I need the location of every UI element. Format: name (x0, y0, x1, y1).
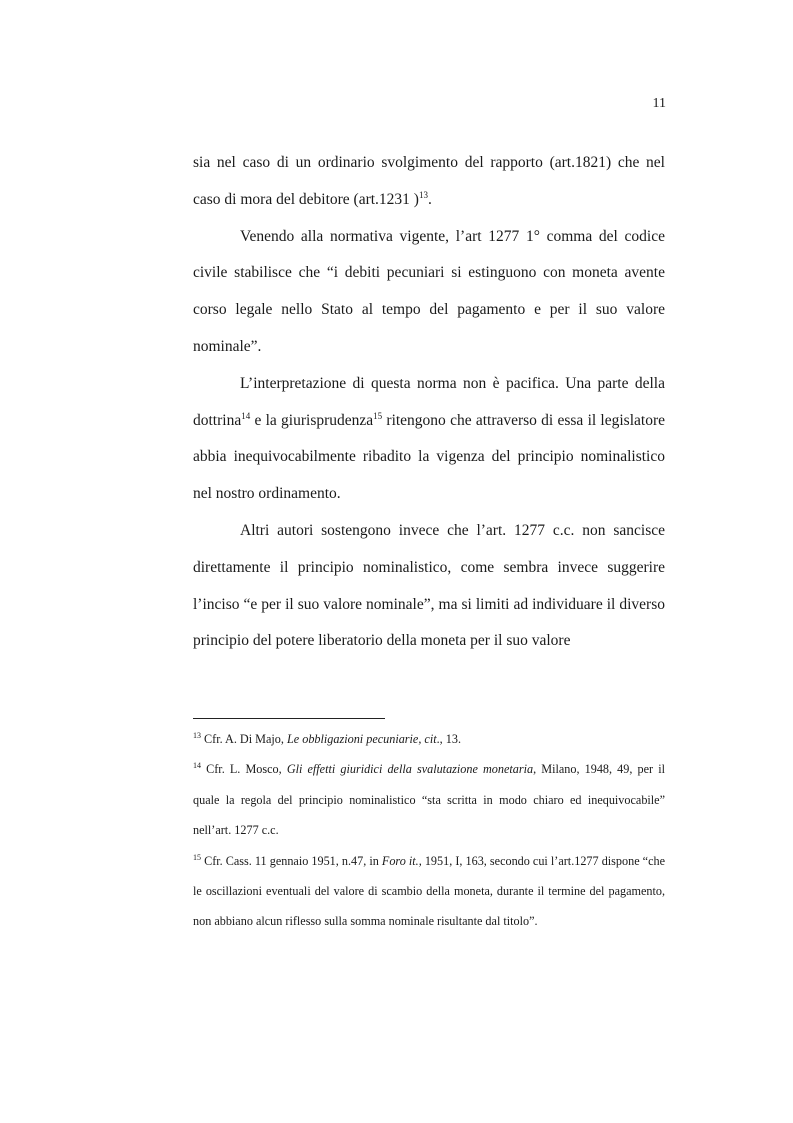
text-run: L’interpretazione di questa norma non è pacifica. Una parte della dottrina (193, 374, 665, 429)
text-run: ., 13. (436, 732, 461, 746)
text-run: . (427, 190, 432, 208)
text-run: Altri autori sostengono invece che l’art. 1277 c.c. non sancisce direttamente il principio nominalistico, come sembra invece suggerire l’inciso “e per il suo valore nominale”, ma si limiti ad individuare il diverso principio del potere liberatorio della moneta per il suo valore (193, 521, 665, 650)
footnote-number: 13 (193, 731, 201, 740)
text-run: Cfr. L. Mosco, (201, 762, 287, 777)
main-text (193, 145, 665, 660)
body-paragraph (193, 366, 665, 513)
text-run: Venendo alla normativa vigente, l’art 1277 1° comma del codice civile stabilisce che “i debiti pecuniari si estinguono con moneta avente corso legale nello Stato al tempo del pagamento e per il suo valore nominale”. (193, 227, 665, 355)
text-run: ritengono che attraverso di essa il legislatore abbia inequivocabilmente ribadito la vigenza del principio nominalistico nel nostro ordinamento. (193, 411, 665, 503)
page-number: 11 (652, 96, 666, 111)
footnote-number: 14 (193, 761, 201, 771)
footnote (193, 724, 665, 754)
body-paragraph (193, 145, 665, 219)
italic-text: Foro it., (381, 853, 422, 868)
footnote-separator (193, 718, 385, 719)
body-paragraph (193, 513, 665, 660)
footnotes (193, 724, 665, 937)
footnote-number: 15 (193, 852, 201, 862)
footnote (193, 754, 665, 845)
italic-text: Le obbligazioni pecuniarie, cit (287, 732, 437, 746)
footnote-reference: 13 (418, 189, 428, 200)
text-run: Cfr. Cass. 11 gennaio 1951, n.47, in (201, 853, 382, 868)
footnote-reference: 15 (373, 410, 383, 421)
text-run: , Milano, 1948, 49, per il quale la regola del principio nominalistico “sta scritta in modo chiaro ed inequivocabile” nell’art. 1277 c.c. (193, 762, 665, 838)
text-run: sia nel caso di un ordinario svolgimento del rapporto (art.1821) che nel caso di mora del debitore (art.1231 ) (193, 154, 665, 208)
footnote-reference: 14 (241, 410, 251, 421)
italic-text: Gli effetti giuridici della svalutazione monetaria (286, 762, 534, 777)
footnote (193, 846, 665, 937)
text-run: e la giurisprudenza (250, 411, 374, 429)
text-run: Cfr. A. Di Majo, (201, 732, 287, 746)
body-paragraph (193, 219, 665, 366)
text-run: 1951, I, 163, secondo cui l’art.1277 dispone “che le oscillazioni eventuali del valore di scambio della moneta, durante il termine del pagamento, non abbiano alcun riflesso sulla somma nominale risultante dal titolo”. (193, 853, 665, 929)
